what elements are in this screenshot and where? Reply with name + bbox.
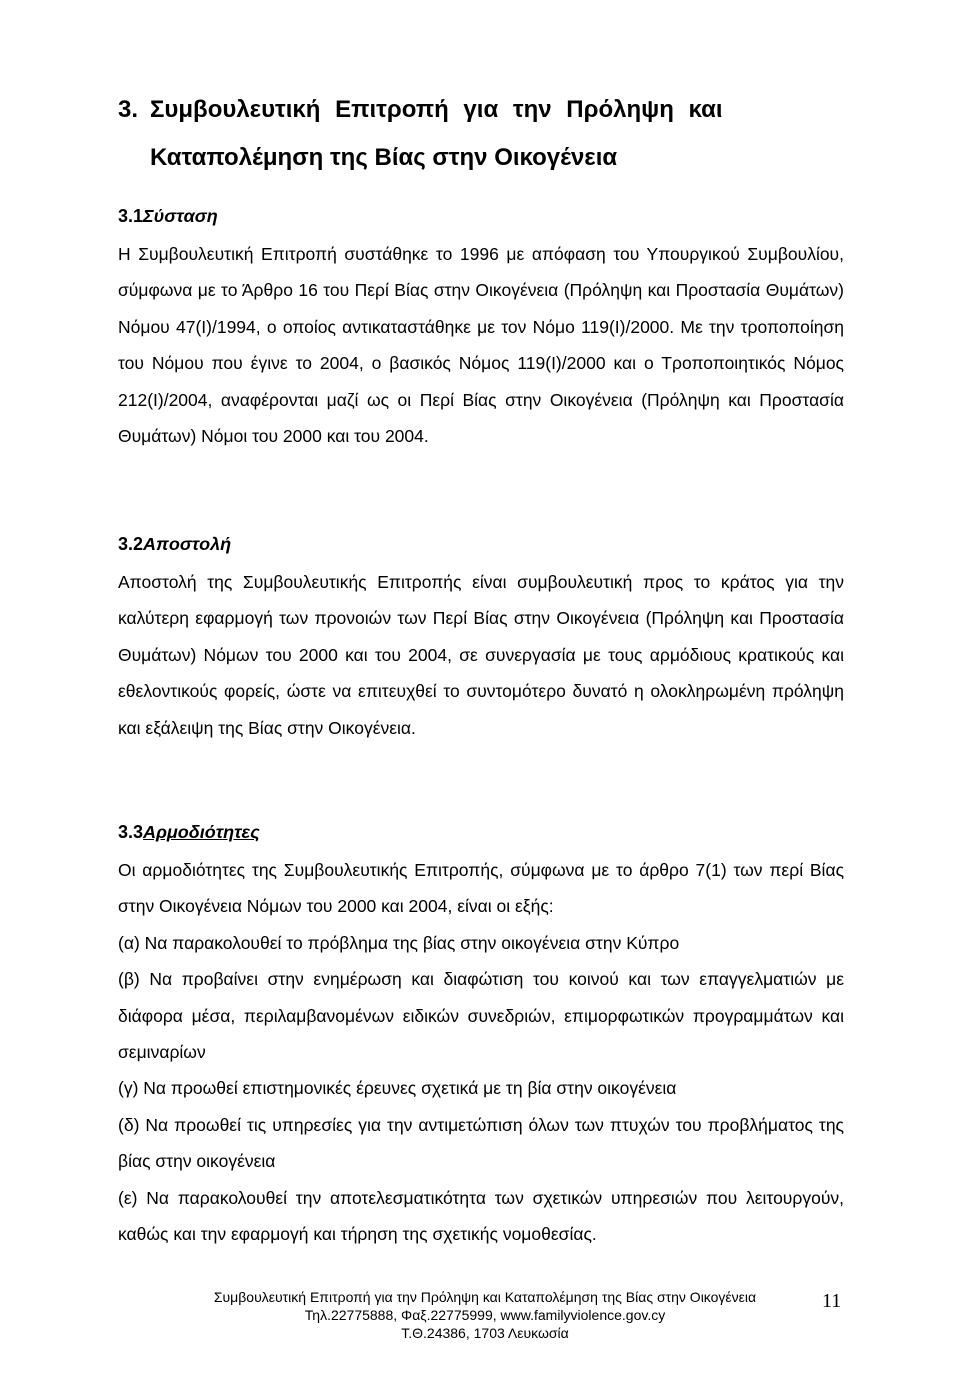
section-number: 3.2: [118, 534, 144, 554]
section-paragraph: Η Συμβουλευτική Επιτροπή συστάθηκε το 1996 με απόφαση του Υπουργικού Συμβουλίου, σύμφωνα με το Άρθρο 16 του Περί Βίας στην Οικογένεια (Πρόληψη και Προστασία Θυμάτων) Νόμου 47(Ι)/1994, ο οποίος αντικαταστάθηκε με τον Νόμο 119(Ι)/2000. Με την τροποποίηση του Νόμου που έγινε το 2004, ο βασικός Νόμος 119(Ι)/2000 και ο Τροποποιητικός Νόμος 212(Ι)/2004, αναφέρονται μαζί ως οι Περί Βίας στην Οικογένεια (Πρόληψη και Προστασία Θυμάτων) Νόμοι του 2000 και του 2004.: [118, 244, 844, 447]
list-item: (γ) Να προωθεί επιστημονικές έρευνες σχετικά με τη βία στην οικογένεια: [118, 1078, 677, 1099]
chapter-number: 3.: [118, 96, 139, 123]
list-item: (ε) Να παρακολουθεί την αποτελεσματικότητα των σχετικών υπηρεσιών που λειτουργούν, καθώς και την εφαρμογή και τήρηση της σχετικής νομοθεσίας.: [118, 1187, 844, 1245]
list-item: (δ) Να προωθεί τις υπηρεσίες για την αντιμετώπιση όλων των πτυχών του προβλήματος της βίας στην οικογένεια: [118, 1114, 844, 1172]
page-footer: [170, 1288, 800, 1342]
chapter-title: [118, 86, 848, 182]
section-title: Αρμοδιότητες: [143, 822, 260, 842]
chapter-title-line2: Καταπολέμηση της Βίας στην Οικογένεια: [150, 144, 618, 171]
section-heading: [118, 530, 844, 558]
section-number: 3.1: [118, 206, 144, 226]
section-establishment: [118, 202, 844, 454]
list-item: (α) Να παρακολουθεί το πρόβλημα της βίας στην οικογένεια στην Κύπρο: [118, 932, 680, 953]
section-title: Σύσταση: [143, 206, 218, 226]
section-intro: Οι αρμοδιότητες της Συμβουλευτικής Επιτροπής, σύμφωνα με το άρθρο 7(1) των περί Βίας στην Οικογένεια Νόμων του 2000 και 2004, είναι οι εξής:: [118, 860, 844, 917]
footer-organization: Συμβουλευτική Επιτροπή για την Πρόληψη και Καταπολέμηση της Βίας στην Οικογένεια: [213, 1289, 757, 1305]
section-competences: [118, 818, 844, 1252]
chapter-title-line1: Συμβουλευτική Επιτροπή για την Πρόληψη και: [150, 96, 723, 123]
page-number: 11: [822, 1290, 842, 1312]
section-mission: [118, 530, 844, 746]
section-number: 3.3: [118, 822, 144, 842]
section-title: Αποστολή: [143, 534, 232, 554]
footer-address: Τ.Θ.24386, 1703 Λευκωσία: [401, 1325, 569, 1341]
section-paragraph: Αποστολή της Συμβουλευτικής Επιτροπής είναι συμβουλευτική προς το κράτος για την καλύτερη εφαρμογή των προνοιών των Περί Βίας στην Οικογένεια (Πρόληψη και Προστασία Θυμάτων) Νόμων του 2000 και του 2004, σε συνεργασία με τους αρμόδιους κρατικούς και εθελοντικούς φορείς, ώστε να επιτευχθεί το συντομότερο δυνατό η ολοκληρωμένη πρόληψη και εξάλειψη της Βίας στην Οικογένεια.: [118, 572, 844, 738]
section-heading: [118, 202, 844, 230]
footer-contact: Τηλ.22775888, Φαξ.22775999, www.familyviolence.gov.cy: [304, 1307, 666, 1323]
section-heading: [118, 818, 844, 846]
list-item: (β) Να προβαίνει στην ενημέρωση και διαφώτιση του κοινού και των επαγγελματιών με διάφορα μέσα, περιλαμβανομένων ειδικών συνεδριών, επιμορφωτικών προγραμμάτων και σεμιναρίων: [118, 969, 844, 1063]
